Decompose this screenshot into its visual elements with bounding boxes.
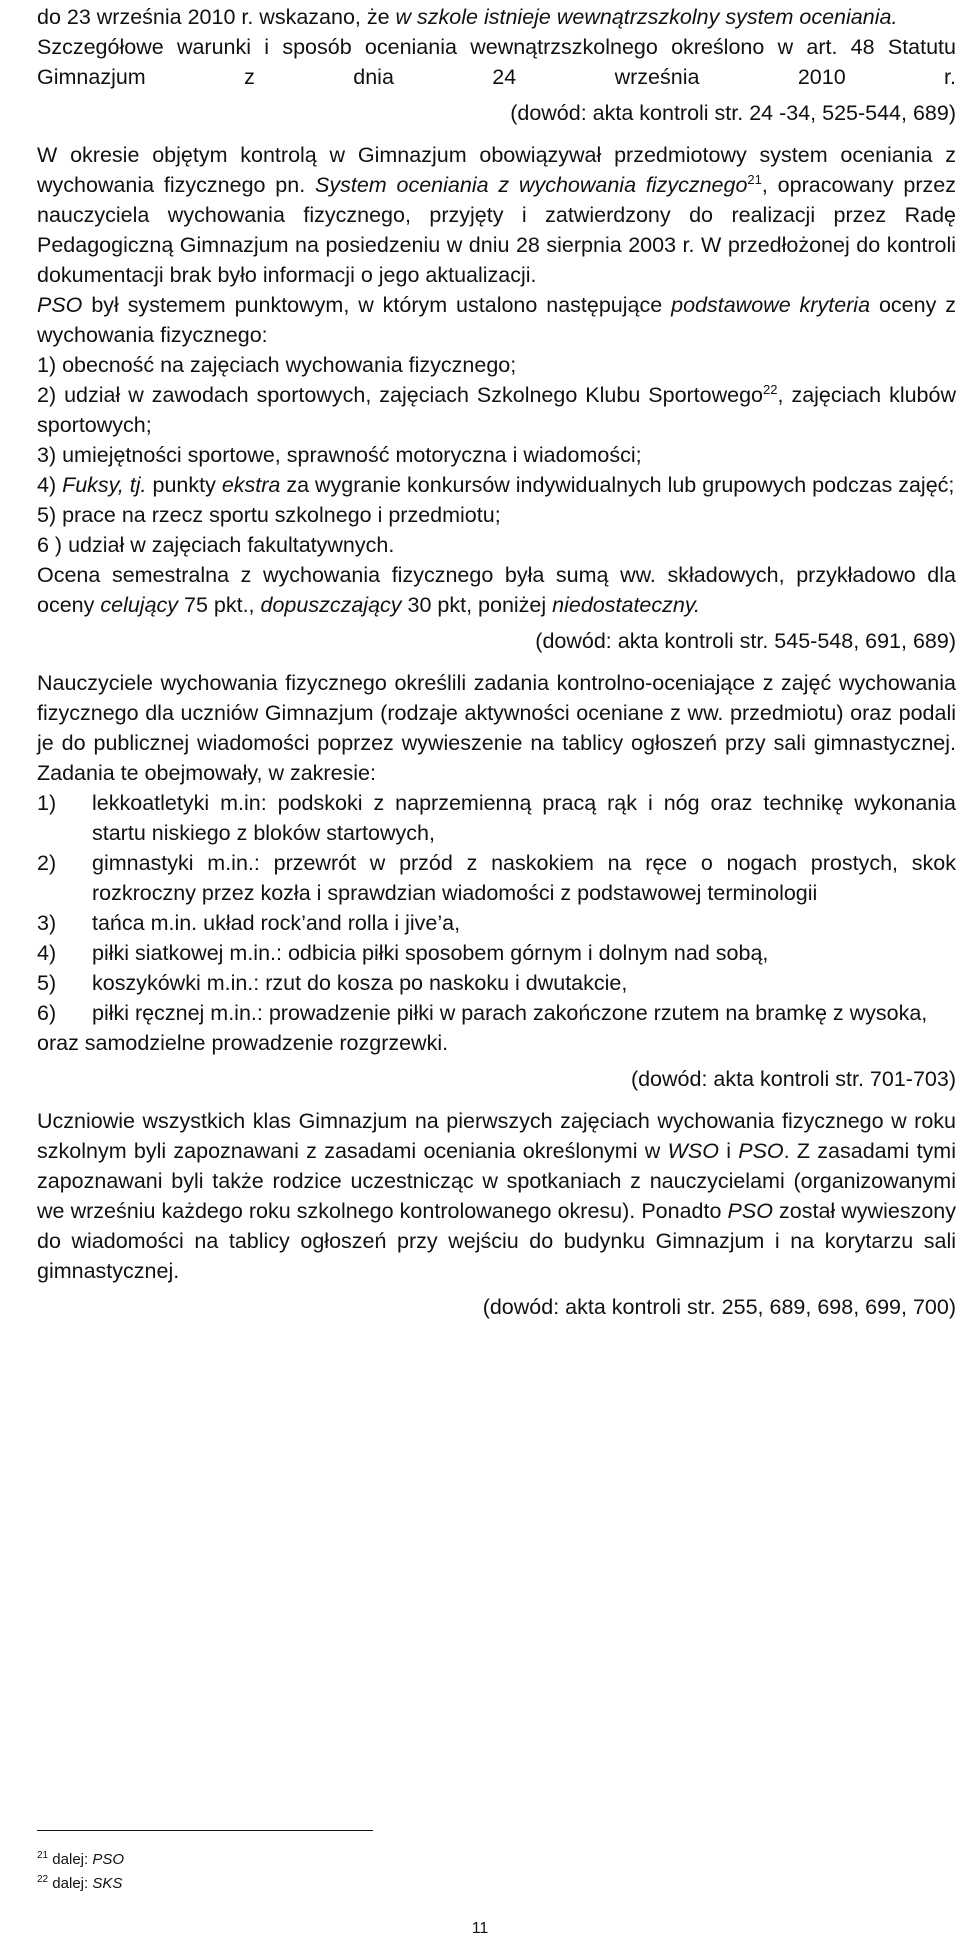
text-span: Ocena semestralna z wychowania fizycznego była sumą ww. składowych, przykładowo dla oceny	[37, 563, 956, 617]
italic-span: dopuszczający	[260, 593, 402, 617]
list-number: 3)	[37, 911, 57, 935]
italic-span: niedostateczny.	[552, 593, 700, 617]
text-span: , zajęciach klubów sportowych;	[37, 383, 956, 437]
text-span: Uczniowie wszystkich klas Gimnazjum na pierwszych zajęciach wychowania fizycznego w roku szkolnym byli zapoznawani z zasadami oceniania określonymi w	[37, 1109, 956, 1163]
list-text: piłki siatkowej m.in.: odbicia piłki sposobem górnym i dolnym nad sobą,	[92, 941, 769, 965]
italic-span: PSO	[727, 1199, 773, 1223]
text-span: 4)	[37, 473, 63, 497]
footnote-number: 22	[37, 1874, 49, 1885]
criterion-2	[37, 380, 956, 440]
italic-span: PSO	[37, 293, 83, 317]
list-number: 4)	[37, 941, 57, 965]
footnote-number: 21	[37, 1850, 49, 1861]
list-text: lekkoatletyki m.in: podskoki z naprzemienną pracą rąk i nóg oraz technikę wykonania startu niskiego z bloków startowych,	[92, 791, 956, 845]
paragraph-statute: Szczegółowe warunki i sposób oceniania wewnątrzszkolnego określono w art. 48 Statutu Gimnazjum z dnia 24 września 2010 r.	[37, 35, 956, 89]
text-span: oceny z wychowania fizycznego:	[37, 293, 956, 347]
criterion-4	[37, 470, 956, 500]
footnote-21	[37, 1848, 124, 1872]
italic-span: WSO	[667, 1139, 719, 1163]
italic-span: w szkole istnieje wewnątrzszkolny system oceniania.	[395, 5, 898, 29]
text-span: był systemem punktowym, w którym ustalono następujące	[82, 293, 672, 317]
footnote-label: dalej:	[52, 1851, 93, 1868]
italic-span: podstawowe kryteria	[671, 293, 871, 317]
list-item	[37, 848, 956, 908]
list-text: piłki ręcznej m.in.: prowadzenie piłki w parach zakończone rzutem na bramkę z wysoka,	[92, 1001, 928, 1025]
text-span: za wygranie konkursów indywidualnych lub grupowych podczas zajęć;	[280, 473, 955, 497]
text-span: punkty	[146, 473, 222, 497]
italic-span: celujący	[100, 593, 179, 617]
text-span: . Z zasadami tymi zapoznawani byli także rodzice uczestnicząc w spotkaniach z nauczycielami (organizowanymi we wrześniu każdego roku szkolnego kontrolowanego okresu). Ponadto	[37, 1139, 956, 1223]
list-number: 6)	[37, 1001, 57, 1025]
paragraph-intro	[37, 2, 956, 32]
list-text: koszykówki m.in.: rzut do kosza po naskoku i dwutakcie,	[92, 971, 628, 995]
footnote-22	[37, 1872, 124, 1896]
list-number: 1)	[37, 791, 57, 815]
evidence-reference: (dowód: akta kontroli str. 255, 689, 698, 699, 700)	[482, 1295, 956, 1319]
criterion-6: 6 ) udział w zajęciach fakultatywnych.	[37, 533, 395, 557]
paragraph-pso-criteria	[37, 290, 956, 350]
list-item	[37, 788, 956, 848]
list-item	[37, 968, 956, 998]
criterion-1: 1) obecność na zajęciach wychowania fizycznego;	[37, 353, 517, 377]
page-number: 11	[471, 1920, 489, 1937]
list-number: 2)	[37, 851, 57, 875]
evidence-reference: (dowód: akta kontroli str. 545-548, 691, 689)	[535, 629, 956, 653]
text-span: 30 pkt, poniżej	[401, 593, 553, 617]
footnote-divider	[37, 1830, 373, 1831]
text-span: do 23 września 2010 r. wskazano, że	[37, 5, 396, 29]
footnote-ref[interactable]: 21	[747, 171, 762, 187]
text-span: 75 pkt.,	[178, 593, 261, 617]
italic-span: PSO	[738, 1139, 784, 1163]
paragraph-students-informed	[37, 1106, 956, 1286]
list-item	[37, 908, 956, 938]
paragraph-warmup: oraz samodzielne prowadzenie rozgrzewki.	[37, 1031, 449, 1055]
text-span: i	[718, 1139, 739, 1163]
footnote-label: dalej:	[52, 1875, 93, 1892]
list-text: tańca m.in. układ rock’and rolla i jive’a,	[92, 911, 461, 935]
footnote-ref[interactable]: 22	[763, 381, 778, 397]
list-item	[37, 998, 956, 1028]
page-content	[37, 2, 956, 1322]
criterion-3: 3) umiejętności sportowe, sprawność motoryczna i wiadomości;	[37, 443, 642, 467]
evidence-reference: (dowód: akta kontroli str. 701-703)	[630, 1067, 956, 1091]
list-text: gimnastyki m.in.: przewrót w przód z naskokiem na ręce o nogach prostych, skok rozkroczny przez kozła i sprawdzian wiadomości z podstawowej terminologii	[92, 851, 956, 905]
tasks-list	[37, 788, 956, 1028]
text-span: W okresie objętym kontrolą w Gimnazjum obowiązywał przedmiotowy system oceniania z wychowania fizycznego pn.	[37, 143, 956, 197]
list-item	[37, 938, 956, 968]
criterion-5: 5) prace na rzecz sportu szkolnego i przedmiotu;	[37, 503, 501, 527]
italic-span: Fuksy, tj.	[62, 473, 147, 497]
paragraph-semester-grade	[37, 560, 956, 620]
footnotes	[37, 1848, 124, 1896]
italic-span: ekstra	[221, 473, 281, 497]
paragraph-pso-intro	[37, 140, 956, 290]
footnote-abbr: SKS	[92, 1875, 123, 1892]
text-span: , opracowany przez nauczyciela wychowania fizycznego, przyjęty i zatwierdzony do realizacji przez Radę Pedagogiczną Gimnazjum na posiedzeniu w dniu 28 sierpnia 2003 r. W przedłożonej do kontroli dokumentacji brak było informacji o jego aktualizacji.	[37, 173, 956, 287]
paragraph-tasks-intro: Nauczyciele wychowania fizycznego określili zadania kontrolno-oceniające z zajęć wychowania fizycznego dla uczniów Gimnazjum (rodzaje aktywności oceniane z ww. przedmiotu) oraz podali je do publicznej wiadomości poprzez wywieszenie na tablicy ogłoszeń przy sali gimnastycznej. Zadania te obejmowały, w zakresie:	[37, 671, 956, 785]
text-span: 2) udział w zawodach sportowych, zajęciach Szkolnego Klubu Sportowego	[37, 383, 764, 407]
text-span: został wywieszony do wiadomości na tablicy ogłoszeń przy wejściu do budynku Gimnazjum i na korytarzu sali gimnastycznej.	[37, 1199, 956, 1283]
footnote-abbr: PSO	[92, 1851, 125, 1868]
list-number: 5)	[37, 971, 57, 995]
evidence-reference: (dowód: akta kontroli str. 24 -34, 525-544, 689)	[510, 101, 956, 125]
italic-span: System oceniania z wychowania fizycznego	[315, 173, 748, 197]
